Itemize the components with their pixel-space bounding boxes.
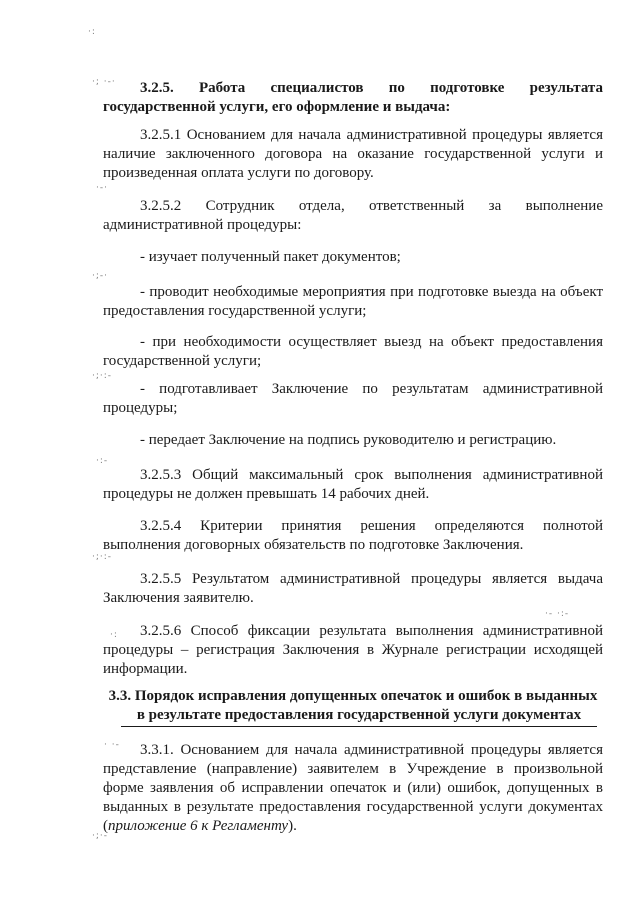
appendix-reference: приложение 6 к Регламенту — [108, 818, 289, 834]
section-heading-3-2-5 — [103, 79, 603, 117]
section-heading-text: Работа специалистов по подготовке результата государственной услуги, его оформление и выдача: — [103, 80, 603, 115]
paragraph-3-2-5-4: 3.2.5.4 Критерии принятия решения определяются полнотой выполнения договорных обязательств по подготовке Заключения. — [103, 518, 603, 553]
scan-speck: ·:‐ — [96, 456, 109, 466]
list-item-prepare-conclusion: - подготавливает Заключение по результатам административной процедуры; — [103, 381, 603, 416]
paragraph-3-3-1-end: ). — [288, 818, 297, 834]
section-heading-line-2: в результате предоставления государственной услуги документах — [121, 706, 597, 727]
list-item-site-visit: - при необходимости осуществляет выезд на объект предоставления государственной услуги; — [103, 334, 603, 369]
scan-speck: ·‐· — [96, 183, 108, 193]
paragraph-3-3-1-text: 3.3.1. Основанием для начала административной процедуры является представление (направление) заявителем в Учреждение в произвольной форме заявления об исправлении опечаток и (или) ошибок, допущенных в выданных в результате предоставления государственной услуги документах ( — [103, 742, 603, 834]
section-heading-line-1: 3.3. Порядок исправления допущенных опечаток и ошибок в выданных — [108, 688, 598, 704]
scan-speck: ·: — [88, 27, 96, 37]
paragraph-3-2-5-2: 3.2.5.2 Сотрудник отдела, ответственный за выполнение административной процедуры: — [103, 198, 603, 233]
paragraph-3-3-1 — [103, 741, 603, 836]
list-item-prepare-visit: - проводит необходимые мероприятия при подготовке выезда на объект предоставления государственной услуги; — [103, 284, 603, 319]
scan-speck: ·;·‐ — [92, 831, 109, 841]
section-number: 3.2.5. — [140, 80, 174, 96]
list-item-submit-conclusion: - передает Заключение на подпись руководителю и регистрацию. — [140, 432, 557, 448]
paragraph-3-2-5-5: 3.2.5.5 Результатом административной процедуры является выдача Заключения заявителю. — [103, 571, 603, 606]
scan-speck: ·;·:‐ — [92, 552, 113, 562]
section-heading-3-3 — [103, 687, 603, 727]
scan-speck: ·: — [110, 630, 118, 640]
list-item-study-documents: - изучает полученный пакет документов; — [140, 249, 401, 265]
paragraph-3-2-5-6: 3.2.5.6 Способ фиксации результата выполнения административной процедуры – регистрация Заключения в Журнале регистрации исходящей информации. — [103, 623, 603, 677]
paragraph-3-2-5-3: 3.2.5.3 Общий максимальный срок выполнения административной процедуры не должен превышать 14 рабочих дней. — [103, 467, 603, 502]
scan-speck: ·;‐· — [92, 271, 109, 281]
scan-speck: ·; ·‐· — [92, 77, 116, 87]
scan-speck: · ·‐ — [104, 740, 120, 750]
paragraph-3-2-5-1: 3.2.5.1 Основанием для начала административной процедуры является наличие заключенного договора на оказание государственной услуги и произведенная оплата услуги по договору. — [103, 127, 603, 181]
scan-speck: ·‐ ·:‐ — [545, 609, 570, 619]
scan-speck: ·;·:‐ — [92, 371, 113, 381]
